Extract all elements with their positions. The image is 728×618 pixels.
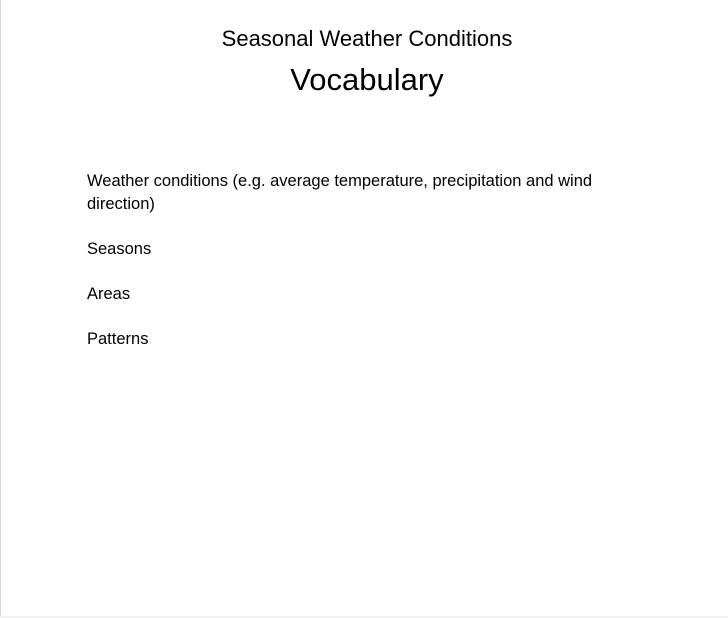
vocabulary-item-seasons: Seasons <box>87 240 152 258</box>
vocabulary-item-weather-conditions: Weather conditions (e.g. average temperature, precipitation and wind direction) <box>87 172 593 213</box>
vocabulary-list <box>87 170 647 373</box>
vocabulary-item-patterns: Patterns <box>87 330 149 348</box>
document-subtitle: Seasonal Weather Conditions <box>221 26 513 51</box>
vocabulary-item-areas: Areas <box>87 285 131 303</box>
document-title: Vocabulary <box>290 62 444 97</box>
